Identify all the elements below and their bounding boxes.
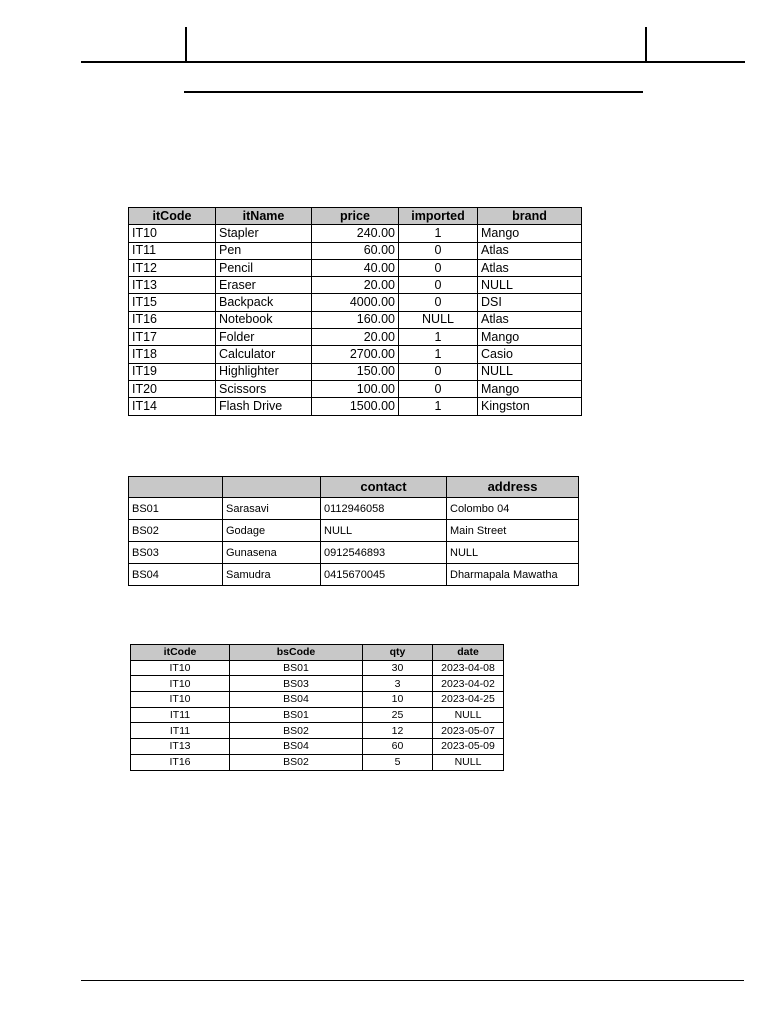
table-cell: 2023-05-09 — [433, 739, 504, 755]
table-cell: Mango — [478, 329, 582, 346]
table-cell: IT13 — [129, 277, 216, 294]
table-cell: Samudra — [223, 564, 321, 586]
table-cell: Kingston — [478, 398, 582, 415]
table-row — [131, 707, 504, 723]
column-header: itCode — [129, 208, 216, 225]
column-header: price — [312, 208, 399, 225]
table-cell: Pencil — [216, 259, 312, 276]
table-cell: BS01 — [230, 660, 363, 676]
table-row — [129, 398, 582, 415]
table-cell: NULL — [399, 311, 478, 328]
table-cell: NULL — [478, 363, 582, 380]
table-cell: 160.00 — [312, 311, 399, 328]
table-cell: 240.00 — [312, 225, 399, 242]
table-cell: NULL — [433, 754, 504, 770]
table-cell: BS04 — [129, 564, 223, 586]
table-cell: Colombo 04 — [447, 498, 579, 520]
table-cell: IT15 — [129, 294, 216, 311]
table-cell: Atlas — [478, 311, 582, 328]
table-cell: Atlas — [478, 242, 582, 259]
table-cell: Main Street — [447, 520, 579, 542]
column-header: itName — [216, 208, 312, 225]
table-cell: 40.00 — [312, 259, 399, 276]
table-cell: BS04 — [230, 692, 363, 708]
column-header: imported — [399, 208, 478, 225]
table-row — [129, 225, 582, 242]
table-cell: IT19 — [129, 363, 216, 380]
table-row — [129, 242, 582, 259]
table-cell: 20.00 — [312, 329, 399, 346]
table-cell: Casio — [478, 346, 582, 363]
table-row — [129, 346, 582, 363]
table-cell: IT13 — [131, 739, 230, 755]
table-cell: Sarasavi — [223, 498, 321, 520]
table-row — [129, 311, 582, 328]
table-cell: Eraser — [216, 277, 312, 294]
table-cell: BS02 — [230, 723, 363, 739]
table-cell: 0912546893 — [321, 542, 447, 564]
table-cell: NULL — [433, 707, 504, 723]
table-cell: 0 — [399, 242, 478, 259]
table-cell: IT12 — [129, 259, 216, 276]
table-cell: IT17 — [129, 329, 216, 346]
title-underline — [184, 91, 643, 93]
table-header-row — [131, 645, 504, 661]
column-header: date — [433, 645, 504, 661]
table-row — [129, 363, 582, 380]
header-divider-left — [185, 27, 187, 62]
table-cell: 12 — [363, 723, 433, 739]
column-header — [223, 477, 321, 498]
table-cell: BS03 — [129, 542, 223, 564]
table-cell: IT10 — [131, 676, 230, 692]
header-divider-right — [645, 27, 647, 62]
table-cell: BS04 — [230, 739, 363, 755]
table-cell: 1 — [399, 329, 478, 346]
table-cell: Gunasena — [223, 542, 321, 564]
table-header-row — [129, 208, 582, 225]
table-cell: IT11 — [131, 707, 230, 723]
table-cell: 150.00 — [312, 363, 399, 380]
table-cell: 3 — [363, 676, 433, 692]
table-cell: 60.00 — [312, 242, 399, 259]
table-cell: Scissors — [216, 380, 312, 397]
table-row — [129, 564, 579, 586]
table-cell: IT10 — [131, 660, 230, 676]
table-row — [129, 380, 582, 397]
table-cell: 1 — [399, 398, 478, 415]
table-cell: DSI — [478, 294, 582, 311]
table-cell: NULL — [478, 277, 582, 294]
table-cell: Notebook — [216, 311, 312, 328]
table-row — [131, 754, 504, 770]
table-cell: NULL — [321, 520, 447, 542]
column-header: itCode — [131, 645, 230, 661]
table-cell: IT16 — [131, 754, 230, 770]
table-row — [129, 498, 579, 520]
table-cell: Godage — [223, 520, 321, 542]
table-cell: 1500.00 — [312, 398, 399, 415]
table-row — [131, 739, 504, 755]
table-cell: 20.00 — [312, 277, 399, 294]
column-header: contact — [321, 477, 447, 498]
table-row — [131, 676, 504, 692]
table-row — [129, 294, 582, 311]
table-cell: NULL — [447, 542, 579, 564]
table-cell: Stapler — [216, 225, 312, 242]
table-cell: 4000.00 — [312, 294, 399, 311]
table-cell: 2023-04-02 — [433, 676, 504, 692]
table-cell: Mango — [478, 380, 582, 397]
table-cell: 30 — [363, 660, 433, 676]
table-cell: IT10 — [131, 692, 230, 708]
table-cell: 0 — [399, 380, 478, 397]
table-cell: 0415670045 — [321, 564, 447, 586]
table-row — [129, 259, 582, 276]
column-header: address — [447, 477, 579, 498]
table-cell: 60 — [363, 739, 433, 755]
table-cell: 2700.00 — [312, 346, 399, 363]
table-row — [131, 723, 504, 739]
table-cell: 0 — [399, 277, 478, 294]
table-row — [131, 660, 504, 676]
table-cell: Folder — [216, 329, 312, 346]
table-cell: 1 — [399, 225, 478, 242]
table-row — [129, 520, 579, 542]
table-cell: BS01 — [230, 707, 363, 723]
table-row — [129, 329, 582, 346]
table-cell: BS01 — [129, 498, 223, 520]
shops-table — [128, 476, 579, 586]
table-cell: 2023-04-25 — [433, 692, 504, 708]
column-header: brand — [478, 208, 582, 225]
table-cell: 0 — [399, 259, 478, 276]
table-cell: Backpack — [216, 294, 312, 311]
table-row — [129, 542, 579, 564]
table-cell: Mango — [478, 225, 582, 242]
table-cell: Highlighter — [216, 363, 312, 380]
table-cell: BS02 — [230, 754, 363, 770]
table-cell: 0112946058 — [321, 498, 447, 520]
table-cell: 10 — [363, 692, 433, 708]
table-cell: Flash Drive — [216, 398, 312, 415]
table-cell: 5 — [363, 754, 433, 770]
table-cell: 2023-05-07 — [433, 723, 504, 739]
items-table — [128, 207, 582, 416]
orders-table — [130, 644, 504, 771]
table-cell: 2023-04-08 — [433, 660, 504, 676]
table-cell: Calculator — [216, 346, 312, 363]
table-cell: IT11 — [131, 723, 230, 739]
table-cell: 0 — [399, 363, 478, 380]
table-cell: Pen — [216, 242, 312, 259]
table-cell: BS03 — [230, 676, 363, 692]
table-cell: 100.00 — [312, 380, 399, 397]
table-header-row — [129, 477, 579, 498]
column-header: qty — [363, 645, 433, 661]
table-cell: IT10 — [129, 225, 216, 242]
table-cell: IT14 — [129, 398, 216, 415]
column-header — [129, 477, 223, 498]
table-cell: 0 — [399, 294, 478, 311]
footer-rule — [81, 980, 744, 981]
table-cell: IT20 — [129, 380, 216, 397]
table-cell: IT18 — [129, 346, 216, 363]
table-cell: BS02 — [129, 520, 223, 542]
table-cell: IT11 — [129, 242, 216, 259]
table-cell: 25 — [363, 707, 433, 723]
table-cell: 1 — [399, 346, 478, 363]
table-row — [131, 692, 504, 708]
table-cell: Atlas — [478, 259, 582, 276]
table-row — [129, 277, 582, 294]
table-cell: IT16 — [129, 311, 216, 328]
column-header: bsCode — [230, 645, 363, 661]
table-cell: Dharmapala Mawatha — [447, 564, 579, 586]
